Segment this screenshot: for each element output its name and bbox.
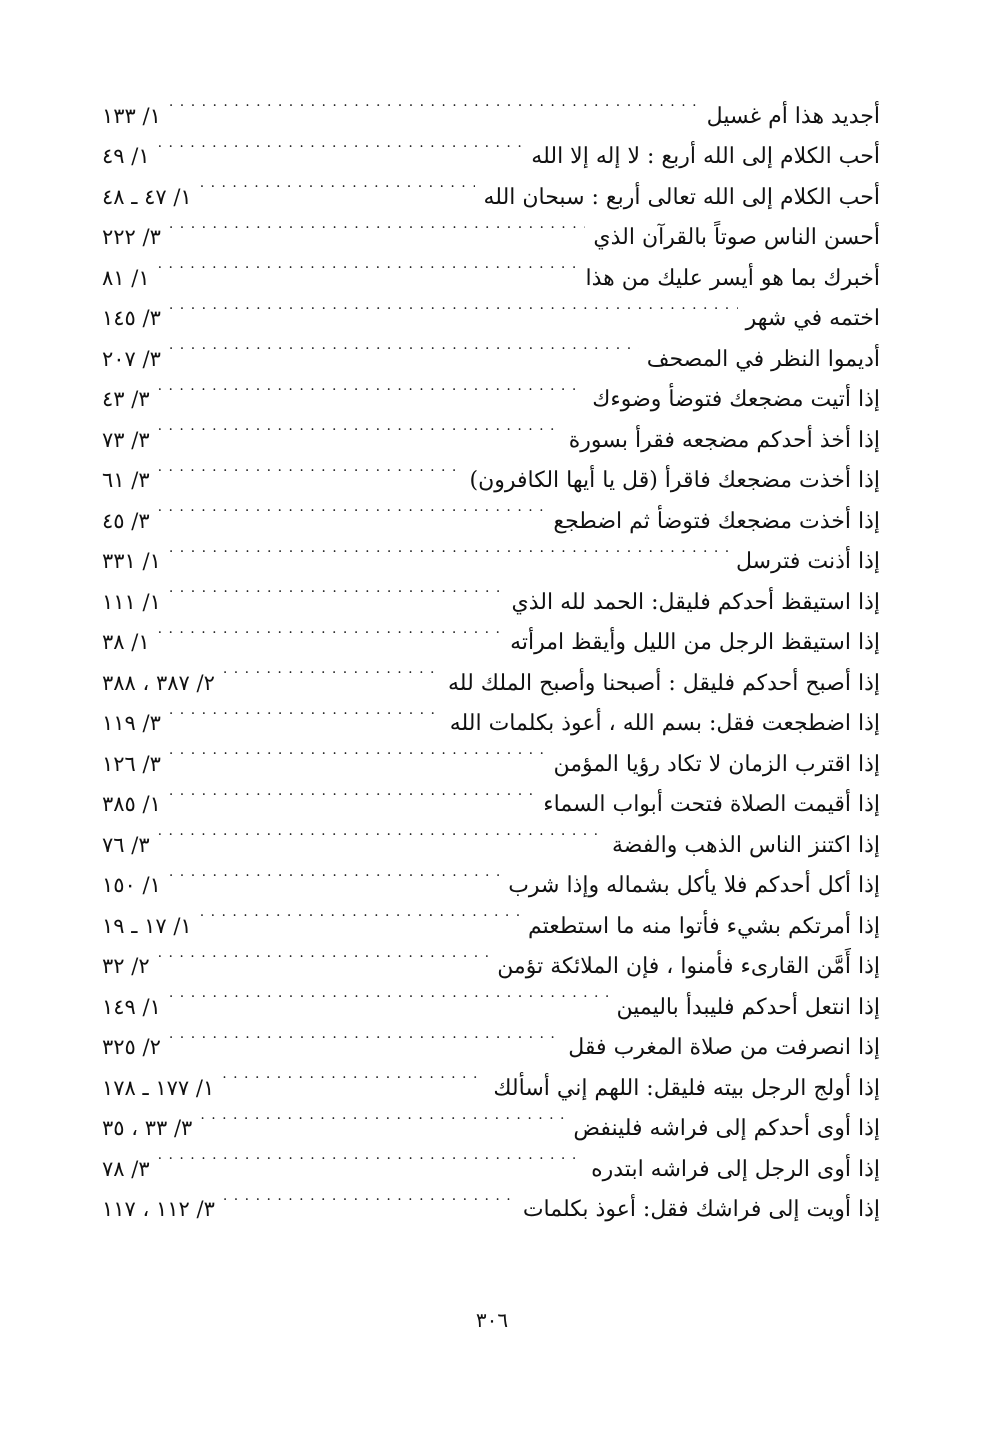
dot-leader [169,325,639,366]
entry-reference: ١/ ١١١ [102,589,161,614]
entry-text: إذا أوى أحدكم إلى فراشه فلينفض [573,1116,880,1141]
dot-leader [223,649,440,690]
entry-text: إذا أقيمت الصلاة فتحت أبواب السماء [543,792,880,817]
dot-leader [169,771,535,812]
dot-leader [158,406,561,447]
entry-text: إذا أوى الرجل إلى فراشه ابتدره [591,1156,880,1182]
entry-reference: ٣/ ١١٩ [102,711,161,735]
entry-text: إذا أخذت مضجعك فتوضأ ثم اضطجع [553,508,880,534]
entry-reference: ٢/ ٣٢ [102,954,150,978]
entry-text: أديموا النظر في المصحف [646,346,880,372]
entry-text: إذا استيقظ أحدكم فليقل: الحمد لله الذي [511,589,880,615]
dot-leader [158,1135,584,1176]
entry-reference: ٣/ ٦١ [102,468,150,492]
entry-reference: ٣/ ١٢٦ [102,751,161,776]
entry-text: إذا استيقظ الرجل من الليل وأيقظ امرأته [510,630,880,655]
dot-leader [158,487,546,528]
dot-leader [169,973,609,1014]
entry-reference: ٢/ ٣٨٧ ، ٣٨٨ [102,670,215,695]
entry-reference: ٣/ ٢٠٧ [102,346,161,371]
entry-reference: ٣/ ٢٢٢ [102,225,161,249]
entry-reference: ١/ ٤٩ [102,144,150,168]
entry-text: إذا اضطجعت فقل: بسم الله ، أعوذ بكلمات الله [449,711,880,736]
dot-leader [158,933,490,974]
entry-text: إذا أصبح أحدكم فليقل : أصبحنا وأصبح الملك لله [448,670,880,696]
page-number: ٣٠٦ [475,1308,509,1332]
dot-leader [200,1095,565,1136]
dot-leader [169,568,504,609]
entry-reference: ١/ ١٥٠ [102,873,161,897]
entry-reference: ٣/ ٧٣ [102,427,150,452]
entry-text: إذا أَمَّن القارىء فأمنوا ، فإن الملائكة تؤمن [497,954,880,979]
entry-text: إذا انتعل أحدكم فليبدأ باليمين [616,994,880,1020]
entry-reference: ٢/ ٣٢٥ [102,1035,161,1059]
dot-leader [223,1176,515,1217]
entry-text: أحب الكلام إلى الله تعالى أربع : سبحان الله [483,184,880,210]
entry-reference: ١/ ٤٧ ـ ٤٨ [102,184,192,209]
entry-reference: ١/ ١٧ ـ ١٩ [102,913,192,938]
dot-leader [158,811,604,852]
dot-leader [169,690,442,731]
entry-text: إذا أخذ أحدكم مضجعه فقرأ بسورة [568,427,880,453]
dot-leader [169,730,546,771]
entry-text: إذا أمرتكم بشيء فأتوا منه ما استطعتم [527,913,880,939]
entry-text: إذا أخذت مضجعك فاقرأ (قل يا أيها الكافرون) [469,468,880,493]
dot-leader [158,609,502,650]
entry-text: إذا انصرفت من صلاة المغرب فقل [568,1035,880,1060]
dot-leader [222,1054,485,1095]
entry-reference: ٣/ ٤٥ [102,508,150,533]
dot-leader [200,892,520,933]
dot-leader [158,123,524,164]
entry-reference: ٣/ ٣٣ ، ٣٥ [102,1116,193,1140]
index-entry [102,82,880,129]
entry-text: إذا اقترب الزمان لا تكاد رؤيا المؤمن [553,751,880,777]
entry-reference: ٣/ ١٤٥ [102,306,161,330]
entry-reference: ١/ ٣٣١ [102,549,161,573]
entry-reference: ١/ ٣٨٥ [102,792,161,816]
dot-leader [169,285,738,326]
entry-reference: ٣/ ٧٨ [102,1156,150,1181]
dot-leader [200,163,476,204]
entry-text: اختمه في شهر [745,306,880,331]
entry-text: إذا أتيت مضجعك فتوضأ وضوءك [592,387,880,412]
dot-leader [158,366,585,407]
dot-leader [169,82,699,123]
entry-reference: ١/ ١٣٣ [102,103,161,128]
entry-text: أحسن الناس صوتاً بالقرآن الذي [593,225,880,250]
entry-text: أجديد هذا أم غسيل [706,103,880,129]
entry-text: أخبرك بما هو أيسر عليك من هذا [585,265,880,291]
entry-text: أحب الكلام إلى الله أربع : لا إله إلا الله [531,144,880,169]
dot-leader [158,447,462,488]
entry-text: إذا أولج الرجل بيته فليقل: اللهم إني أسألك [493,1075,880,1101]
entry-reference: ١/ ١٤٩ [102,994,161,1019]
dot-leader [169,528,728,569]
dot-leader [169,204,586,245]
entry-reference: ٣/ ١١٢ ، ١١٧ [102,1197,215,1221]
dot-leader [158,244,578,285]
entry-text: إذا اكتنز الناس الذهب والفضة [611,832,880,858]
dot-leader [169,1014,560,1055]
hadith-index-list [102,82,880,1222]
entry-reference: ١/ ٨١ [102,265,150,290]
entry-text: إذا أذنت فترسل [735,549,880,574]
entry-text: إذا أكل أحدكم فلا يأكل بشماله وإذا شرب [508,873,880,898]
entry-reference: ٣/ ٤٣ [102,387,150,411]
entry-reference: ١/ ١٧٧ ـ ١٧٨ [102,1075,215,1100]
entry-reference: ٣/ ٧٦ [102,832,150,857]
entry-text: إذا أويت إلى فراشك فقل: أعوذ بكلمات [522,1197,880,1222]
entry-reference: ١/ ٣٨ [102,630,150,654]
dot-leader [169,852,500,893]
